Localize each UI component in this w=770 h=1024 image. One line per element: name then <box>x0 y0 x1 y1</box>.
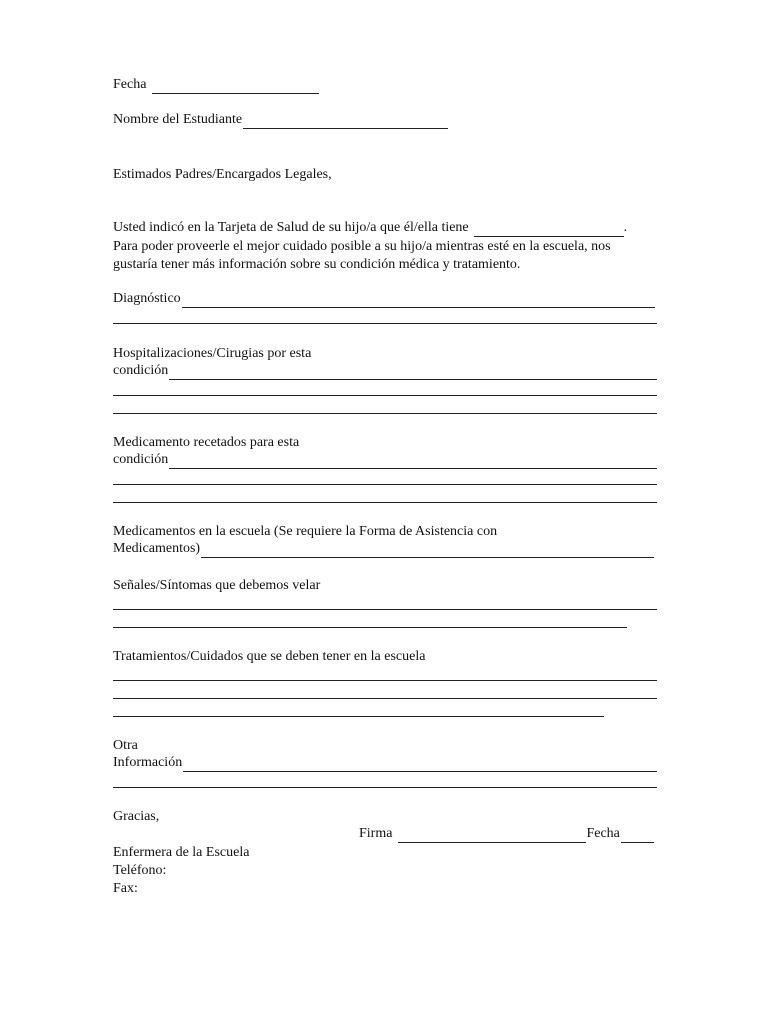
greeting: Estimados Padres/Encargados Legales, <box>113 167 332 182</box>
signature-row <box>359 825 654 843</box>
hospitalizations-field[interactable] <box>169 366 657 380</box>
hospitalizations-line-2[interactable] <box>113 395 657 396</box>
intro-line-1: Usted indicó en la Tarjeta de Salud de su hijo/a que él/ella tiene . <box>113 220 628 235</box>
date-label: Fecha <box>113 77 147 92</box>
prescribed-medication-row: condición <box>113 451 657 469</box>
treatments-line-2[interactable] <box>113 698 657 699</box>
signature-label: Firma <box>359 826 393 841</box>
school-medication-row: Medicamentos) <box>113 540 654 558</box>
diagnosis-line-2[interactable] <box>113 323 657 324</box>
prescribed-medication-label: Medicamento recetados para esta <box>113 435 300 450</box>
fax-label: Fax: <box>113 881 138 896</box>
condition-field[interactable] <box>474 223 624 237</box>
date-field[interactable] <box>152 80 319 94</box>
diagnosis-field[interactable] <box>182 294 655 308</box>
signature-date-label: Fecha <box>586 826 620 841</box>
hospitalizations-label: Hospitalizaciones/Cirugias por esta <box>113 346 312 361</box>
prescribed-medication-field[interactable] <box>169 455 657 469</box>
phone-label: Teléfono: <box>113 863 167 878</box>
thanks-text: Gracias, <box>113 809 160 824</box>
treatments-line-3[interactable] <box>113 716 604 717</box>
school-nurse-label: Enfermera de la Escuela <box>113 845 250 860</box>
student-name-row <box>113 111 448 129</box>
student-name-label: Nombre del Estudiante <box>113 112 243 127</box>
symptoms-line-1[interactable] <box>113 609 657 610</box>
treatments-line-1[interactable] <box>113 680 657 681</box>
date-row <box>113 76 319 94</box>
symptoms-line-2[interactable] <box>113 627 627 628</box>
other-info-line-2[interactable] <box>113 787 657 788</box>
school-medication-field[interactable] <box>201 544 654 558</box>
signature-date-field[interactable] <box>621 829 654 843</box>
hospitalizations-line-3[interactable] <box>113 413 657 414</box>
intro-line-2: Para poder proveerle el mejor cuidado posible a su hijo/a mientras esté en la escuela, nos <box>113 239 611 254</box>
diagnosis-row <box>113 290 655 308</box>
other-info-row: Información <box>113 754 657 772</box>
intro-line-3: gustaría tener más información sobre su condición médica y tratamiento. <box>113 257 521 272</box>
student-name-field[interactable] <box>243 115 448 129</box>
signature-field[interactable] <box>398 829 586 843</box>
other-info-field[interactable] <box>183 758 657 772</box>
school-medication-label: Medicamentos en la escuela (Se requiere la Forma de Asistencia con <box>113 524 498 539</box>
prescribed-medication-line-2[interactable] <box>113 484 657 485</box>
hospitalizations-row: condición <box>113 362 657 380</box>
diagnosis-label: Diagnóstico <box>113 291 181 306</box>
symptoms-label: Señales/Síntomas que debemos velar <box>113 578 321 593</box>
treatments-label: Tratamientos/Cuidados que se deben tener en la escuela <box>113 649 426 664</box>
prescribed-medication-line-3[interactable] <box>113 502 657 503</box>
other-info-label: Otra <box>113 738 138 753</box>
